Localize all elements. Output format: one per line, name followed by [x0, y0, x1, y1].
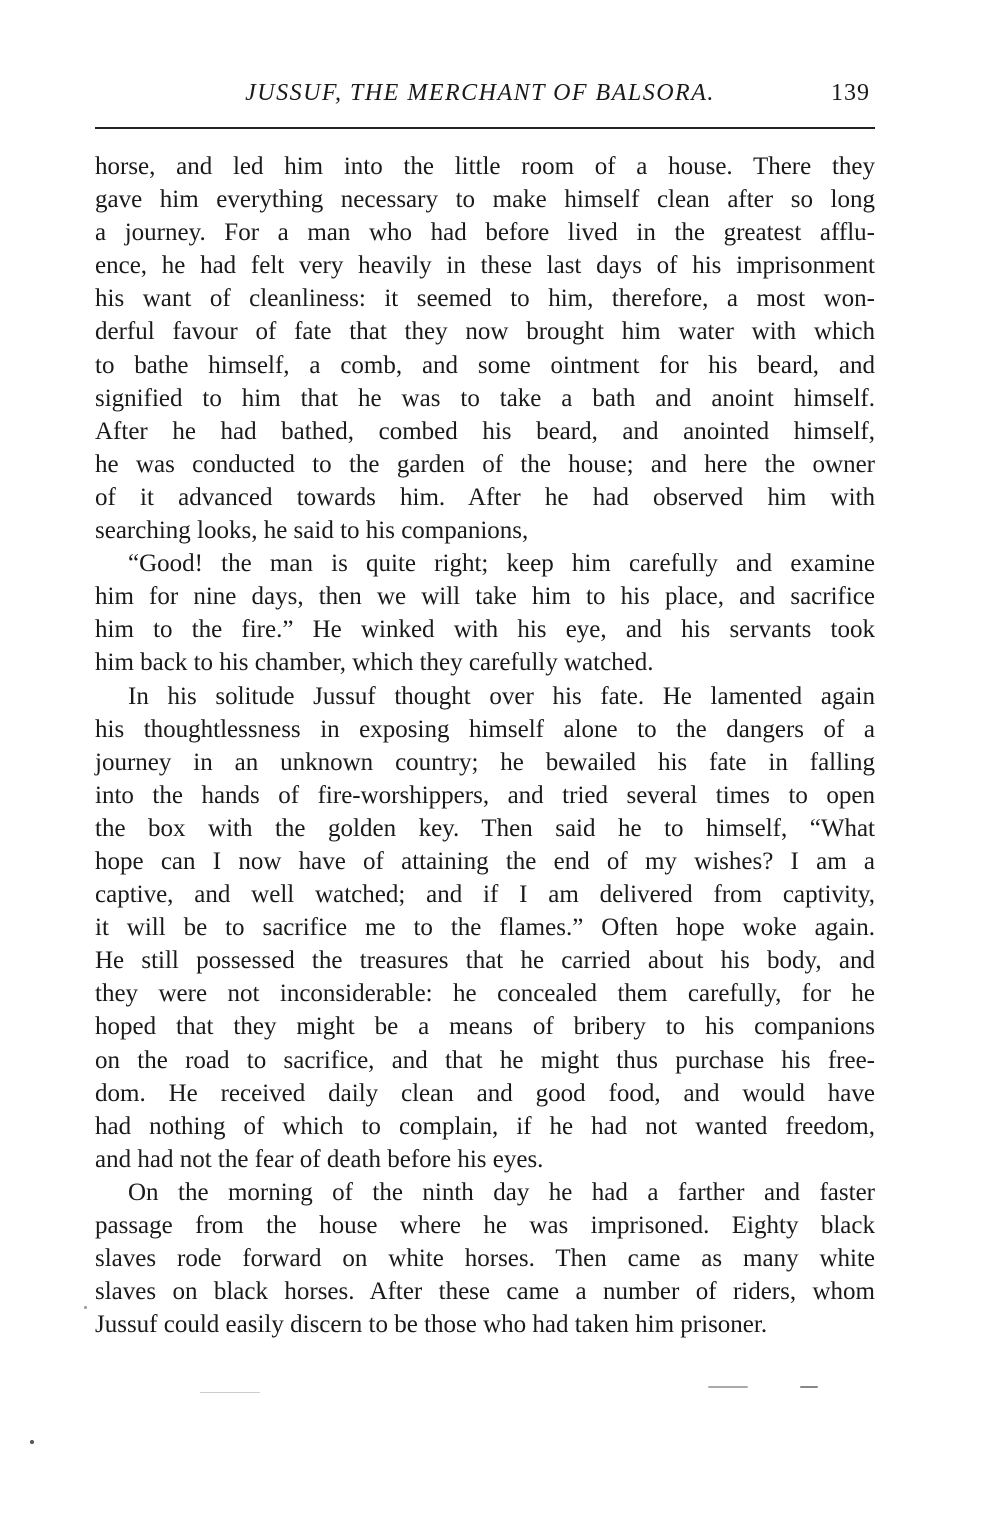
text-line: ence, he had felt very heavily in these last days of his imprisonment: [95, 252, 875, 280]
text-line: to bathe himself, a comb, and some ointment for his beard, and: [95, 351, 875, 379]
text-line: passage from the house where he was imprisoned. Eighty black: [95, 1212, 875, 1239]
text-line: derful favour of fate that they now brought him water with which: [95, 318, 875, 346]
text-line: of it advanced towards him. After he had observed him with: [95, 483, 875, 511]
text-line: On the morning of the ninth day he had a farther and faster: [128, 1178, 875, 1206]
text-line: had nothing of which to complain, if he had not wanted freedom,: [95, 1112, 875, 1140]
text-line: his want of cleanliness: it seemed to him, therefore, a most won-: [95, 285, 875, 313]
text-line: a journey. For a man who had before lived in the greatest afflu-: [95, 219, 875, 247]
text-line: the box with the golden key. Then said he to himself, “What: [95, 814, 875, 842]
text-line: hope can I now have of attaining the end of my wishes? I am a: [95, 847, 875, 875]
text-line: Jussuf could easily discern to be those who had taken him prisoner.: [95, 1311, 768, 1339]
text-line: In his solitude Jussuf thought over his fate. He lamented again: [128, 682, 875, 710]
text-line: on the road to sacrifice, and that he might thus purchase his free-: [95, 1046, 875, 1074]
text-line: After he had bathed, combed his beard, and anointed himself,: [95, 417, 875, 445]
text-line: horse, and led him into the little room of a house. There they: [95, 153, 875, 180]
text-line: he was conducted to the garden of the house; and here the owner: [95, 450, 875, 478]
text-line: his thoughtlessness in exposing himself alone to the dangers of a: [95, 715, 875, 743]
text-line: “Good! the man is quite right; keep him carefully and examine: [128, 550, 875, 578]
running-title: JUSSUF, THE MERCHANT OF BALSORA.: [245, 80, 715, 106]
running-head: [170, 80, 870, 120]
text-line: captive, and well watched; and if I am delivered from captivity,: [95, 881, 875, 909]
paragraph: [95, 547, 875, 679]
paragraph: [95, 1176, 875, 1341]
text-line: signified to him that he was to take a bath and anoint himself.: [95, 384, 875, 412]
text-line: him to the fire.” He winked with his eye, and his servants took: [95, 616, 875, 644]
text-line: and had not the fear of death before his eyes.: [95, 1145, 544, 1173]
text-line: him for nine days, then we will take him to his place, and sacrifice: [95, 583, 875, 611]
text-line: they were not inconsiderable: he concealed them carefully, for he: [95, 980, 875, 1008]
text-line: dom. He received daily clean and good food, and would have: [95, 1079, 875, 1107]
body-text: [95, 150, 875, 1341]
text-line: it will be to sacrifice me to the flames.” Often hope woke again.: [95, 914, 875, 942]
text-line: searching looks, he said to his companions,: [95, 517, 529, 545]
text-line: slaves on black horses. After these came a number of riders, whom: [95, 1278, 875, 1306]
scan-speck: [708, 1386, 748, 1388]
paragraph: [95, 680, 875, 1176]
scan-speck: [30, 1440, 34, 1444]
page-number: 139: [831, 80, 870, 106]
scan-speck: [200, 1392, 260, 1393]
text-line: journey in an unknown country; he bewailed his fate in falling: [95, 748, 875, 776]
text-line: into the hands of fire-worshippers, and tried several times to open: [95, 781, 875, 809]
scan-speck: [84, 1306, 87, 1309]
header-rule: [95, 127, 875, 129]
paragraph: [95, 150, 875, 547]
text-line: gave him everything necessary to make himself clean after so long: [95, 186, 875, 214]
text-line: hoped that they might be a means of bribery to his companions: [95, 1013, 875, 1041]
scan-speck: [800, 1386, 818, 1388]
text-line: slaves rode forward on white horses. Then came as many white: [95, 1245, 875, 1273]
text-line: He still possessed the treasures that he carried about his body, and: [95, 947, 875, 975]
text-line: him back to his chamber, which they carefully watched.: [95, 649, 654, 677]
